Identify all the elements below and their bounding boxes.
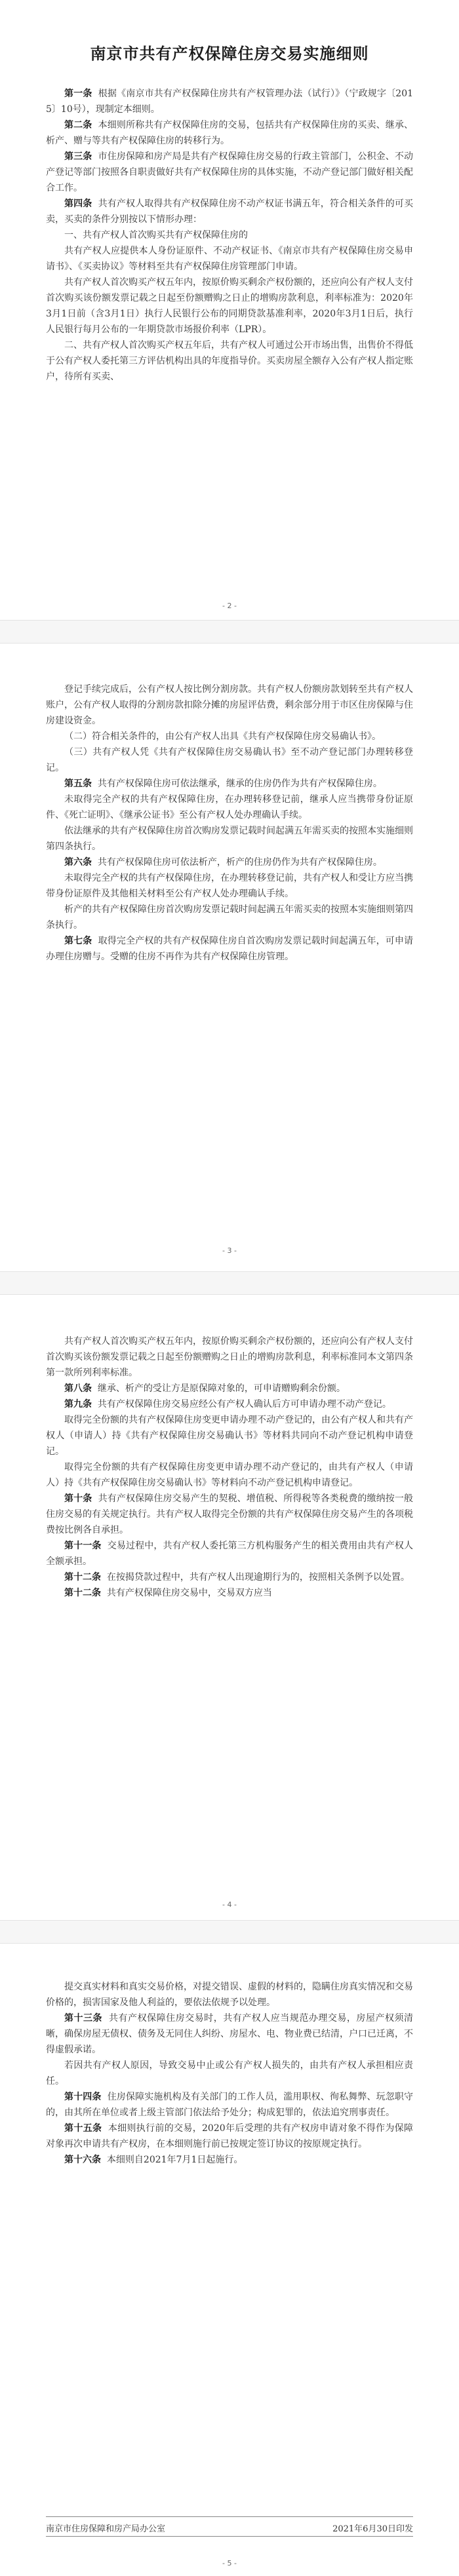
paragraph-text: 本细则执行前的交易，2020年后受理的共有产权房申请对象不得作为保障对象再次申请共有产权房，在本细则施行前已按规定签订协议的按原规定执行。 xyxy=(46,2123,413,2149)
paragraph xyxy=(46,227,413,243)
paragraph xyxy=(46,86,413,117)
paragraph xyxy=(46,1459,413,1491)
article-label: 第十六条 xyxy=(64,2155,101,2165)
paragraph-text: 一、共有产权人首次购买共有产权保障住房的 xyxy=(64,230,248,240)
paragraph xyxy=(46,1585,413,1601)
footer-issuer: 南京市住房保障和房产局办公室 xyxy=(46,2524,166,2534)
article-label: 第十五条 xyxy=(64,2123,102,2134)
paragraph-text: 共有产权保障住房交易中，交易双方应当 xyxy=(106,1588,272,1598)
paragraph xyxy=(46,2089,413,2121)
paragraph-text: 本细则自2021年7月1日起施行。 xyxy=(106,2155,243,2165)
paragraph xyxy=(46,744,413,776)
page-break xyxy=(0,620,459,644)
page-1-body xyxy=(46,86,413,385)
footer-divider xyxy=(46,2516,413,2517)
page-break xyxy=(0,1271,459,1295)
paragraph-text: 析产的共有产权保障住房首次购房发票记载时间起满五年需买卖的按照本实施细则第四条执行。 xyxy=(46,904,413,931)
paragraph xyxy=(46,1569,413,1585)
article-label: 第三条 xyxy=(64,151,92,162)
paragraph-text: 共有产权保障住房交易时，共有产权人应当规范办理交易，房屋产权须清晰，确保房屋无债权、债务及无同住人纠纷、房屋水、电、物业费已结清，户口已迁离，不得虚假承诺。 xyxy=(46,2013,414,2055)
paragraph xyxy=(46,275,413,337)
paragraph-text: 未取得完全产权的共有产权保障住房，在办理转移登记前，共有产权人和受让方应当携带身份证原件及其他相关材料至公有产权人处办理确认手续。 xyxy=(46,873,413,899)
paragraph xyxy=(46,2152,413,2168)
page-number: - 3 - xyxy=(222,1246,237,1255)
article-label: 第十条 xyxy=(64,1493,92,1504)
article-label: 第九条 xyxy=(64,1399,92,1410)
paragraph-text: 本细则所称共有产权保障住房的交易，包括共有产权保障住房的买卖、继承、析产、赠与等共有产权保障住房的转移行为。 xyxy=(46,120,413,146)
article-label: 第八条 xyxy=(64,1383,92,1394)
paragraph xyxy=(46,1381,413,1396)
paragraph-text: 住房保障实施机构及有关部门的工作人员，滥用职权、徇私舞弊、玩忽职守的，由其所在单位或者上级主管部门依法给予处分；构成犯罪的，依法追究刑事责任。 xyxy=(46,2092,414,2118)
paragraph xyxy=(46,776,413,792)
article-label: 第五条 xyxy=(64,779,92,789)
page-number: - 2 - xyxy=(222,602,237,610)
paragraph-text: 根据《南京市共有产权保障住房共有产权管理办法（试行）》（宁政规字〔2015〕10号），现制定本细则。 xyxy=(46,88,414,115)
paragraph-text: （三）共有产权人凭《共有产权保障住房交易确认书》至不动产登记部门办理转移登记。 xyxy=(46,747,413,773)
paragraph-text: 共有产权人取得共有产权保障住房不动产权证书满五年，符合相关条件的可买卖，买卖的条件分别按以下情形办理： xyxy=(46,199,413,225)
article-label: 第一条 xyxy=(64,88,92,99)
page-1 xyxy=(0,0,459,498)
page-break xyxy=(0,1920,459,1944)
paragraph-text: 在按揭贷款过程中，共有产权人出现逾期行为的，按照相关条例予以处置。 xyxy=(106,1572,410,1583)
paragraph xyxy=(46,1334,413,1381)
paragraph xyxy=(46,855,413,870)
page-number: - 4 - xyxy=(222,1900,237,1909)
document-title: 南京市共有产权保障住房交易实施细则 xyxy=(90,44,369,63)
paragraph-text: 共有产权人首次购买产权五年内，按原价购买剩余产权份额的，还应向公有产权人支付首次购买该份额发票记载之日起至份额赠购之日止的增购房款利息，利率标准为：2020年3月1日前（含3月1日）执行人民银行公布的同期贷款基准利率，2020年3月1日后，执行人民银行每月公布的一年期贷款市场报价利率（LPR）。 xyxy=(46,277,413,335)
paragraph-text: （二）符合相关条件的，由公有产权人出具《共有产权保障住房交易确认书》。 xyxy=(64,731,381,742)
article-label: 第二条 xyxy=(64,120,92,130)
article-label: 第六条 xyxy=(64,857,92,868)
paragraph xyxy=(46,1979,413,2010)
paragraph-text: 取得完全份额的共有产权保障住房变更申请办理不动产登记的，由公有产权人和共有产权人（申请人）持《共有产权保障住房交易确认书》等材料共同向不动产登记机构申请登记。 xyxy=(46,1415,413,1457)
document-footer xyxy=(46,2522,413,2534)
paragraph-text: 提交真实材料和真实交易价格，对提交错误、虚假的材料的，隐瞒住房真实情况和交易价格的，损害国家及他人利益的，要依法依规予以处理。 xyxy=(46,1982,413,2008)
paragraph xyxy=(46,792,413,823)
paragraph xyxy=(46,1396,413,1412)
paragraph xyxy=(46,2058,413,2089)
paragraph-text: 未取得完全产权的共有产权保障住房，在办理转移登记前，继承人应当携带身份证原件、《死亡证明》、《继承公证书》至公有产权人处办理确认手续。 xyxy=(46,794,413,820)
paragraph-text: 若因共有产权人原因，导致交易中止或公有产权人损失的，由共有产权人承担相应责任。 xyxy=(46,2060,413,2086)
paragraph xyxy=(46,1538,413,1569)
paragraph xyxy=(46,902,413,933)
page-4 xyxy=(0,1979,459,2346)
paragraph xyxy=(46,682,413,729)
article-label: 第十一条 xyxy=(64,1541,102,1551)
page-number: - 5 - xyxy=(222,2559,237,2567)
paragraph xyxy=(46,2121,413,2152)
paragraph-text: 取得完全产权的共有产权保障住房自首次购房发票记载时间起满五年，可申请办理住房赠与。受赠的住房不再作为共有产权保障住房管理。 xyxy=(46,936,413,962)
article-label: 第十三条 xyxy=(64,2013,103,2024)
paragraph-text: 共有产权保障住房可依法继承，继承的住房仍作为共有产权保障住房。 xyxy=(97,779,382,789)
article-label: 第四条 xyxy=(64,199,92,209)
article-label: 第十四条 xyxy=(64,2092,102,2102)
paragraph xyxy=(46,1412,413,1459)
paragraph xyxy=(46,149,413,196)
paragraph-text: 取得完全份额的共有产权保障住房变更申请办理不动产登记的，由共有产权人（申请人）持《共有产权保障住房交易确认书》等材料向不动产登记机构申请登记。 xyxy=(46,1462,413,1488)
article-label: 第十二条 xyxy=(64,1588,101,1598)
paragraph-text: 继承、析产的受让方是原保障对象的，可申请赠购剩余份额。 xyxy=(97,1383,346,1394)
paragraph xyxy=(46,729,413,744)
paragraph xyxy=(46,1491,413,1538)
footer-divider xyxy=(46,2536,413,2537)
paragraph-text: 交易过程中，共有产权人委托第三方机构服务产生的相关费用由共有产权人全额承担。 xyxy=(46,1541,414,1567)
paragraph-text: 市住房保障和房产局是共有产权保障住房交易的行政主管部门，公积金、不动产登记等部门按照各自职责做好共有产权保障住房的具体实施，不动产登记部门做好相关配合工作。 xyxy=(46,151,413,193)
paragraph-text: 登记手续完成后，公有产权人按比例分割房款。共有产权人份额房款划转至共有产权人账户，公有产权人取得的分割房款扣除分摊的房屋评估费，剩余部分用于市区住房保障与住房建设资金。 xyxy=(46,684,413,726)
footer-date: 2021年6月30日印发 xyxy=(332,2524,413,2534)
paragraph xyxy=(46,117,413,149)
paragraph-text: 共有产权保障住房交易产生的契税、增值税、所得税等各类税费的缴纳按一般住房交易的有关规定执行。共有产权人取得完全份额的共有产权保障住房交易产生的各项税费按比例各自承担。 xyxy=(46,1493,413,1535)
article-label: 第十二条 xyxy=(64,1572,101,1583)
page-3 xyxy=(0,1334,459,1897)
article-label: 第七条 xyxy=(64,936,92,946)
paragraph-text: 共有产权保障住房交易应经公有产权人确认后方可申请办理不动产登记。 xyxy=(97,1399,391,1410)
page-2 xyxy=(0,682,459,1219)
paragraph-text: 二、共有产权人首次购买产权五年后，共有产权人可通过公开市场出售，出售价不得低于公有产权人委托第三方评估机构出具的年度指导价。买卖房屋全额存入公有产权人指定账户，待所有买卖、 xyxy=(46,340,413,382)
paragraph-text: 共有产权保障住房可依法析产，析产的住房仍作为共有产权保障住房。 xyxy=(97,857,382,868)
paragraph xyxy=(46,823,413,855)
paragraph xyxy=(46,2010,413,2058)
paragraph xyxy=(46,196,413,227)
paragraph xyxy=(46,870,413,902)
paragraph-text: 共有产权人首次购买产权五年内，按原价购买剩余产权份额的，还应向公有产权人支付首次购买该份额发票记载之日起至份额赠购之日止的增购房款利息，利率标准同本文第四条第一款所列利率标准。 xyxy=(46,1336,413,1378)
paragraph-text: 依法继承的共有产权保障住房首次购房发票记载时间起满五年需买卖的按照本实施细则第四条执行。 xyxy=(46,826,413,852)
paragraph xyxy=(46,337,413,385)
paragraph xyxy=(46,933,413,965)
paragraph xyxy=(46,243,413,275)
paragraph-text: 共有产权人应提供本人身份证原件、不动产权证书、《南京市共有产权保障住房交易申请书》、《买卖协议》等材料至共有产权保障住房管理部门申请。 xyxy=(46,246,413,272)
